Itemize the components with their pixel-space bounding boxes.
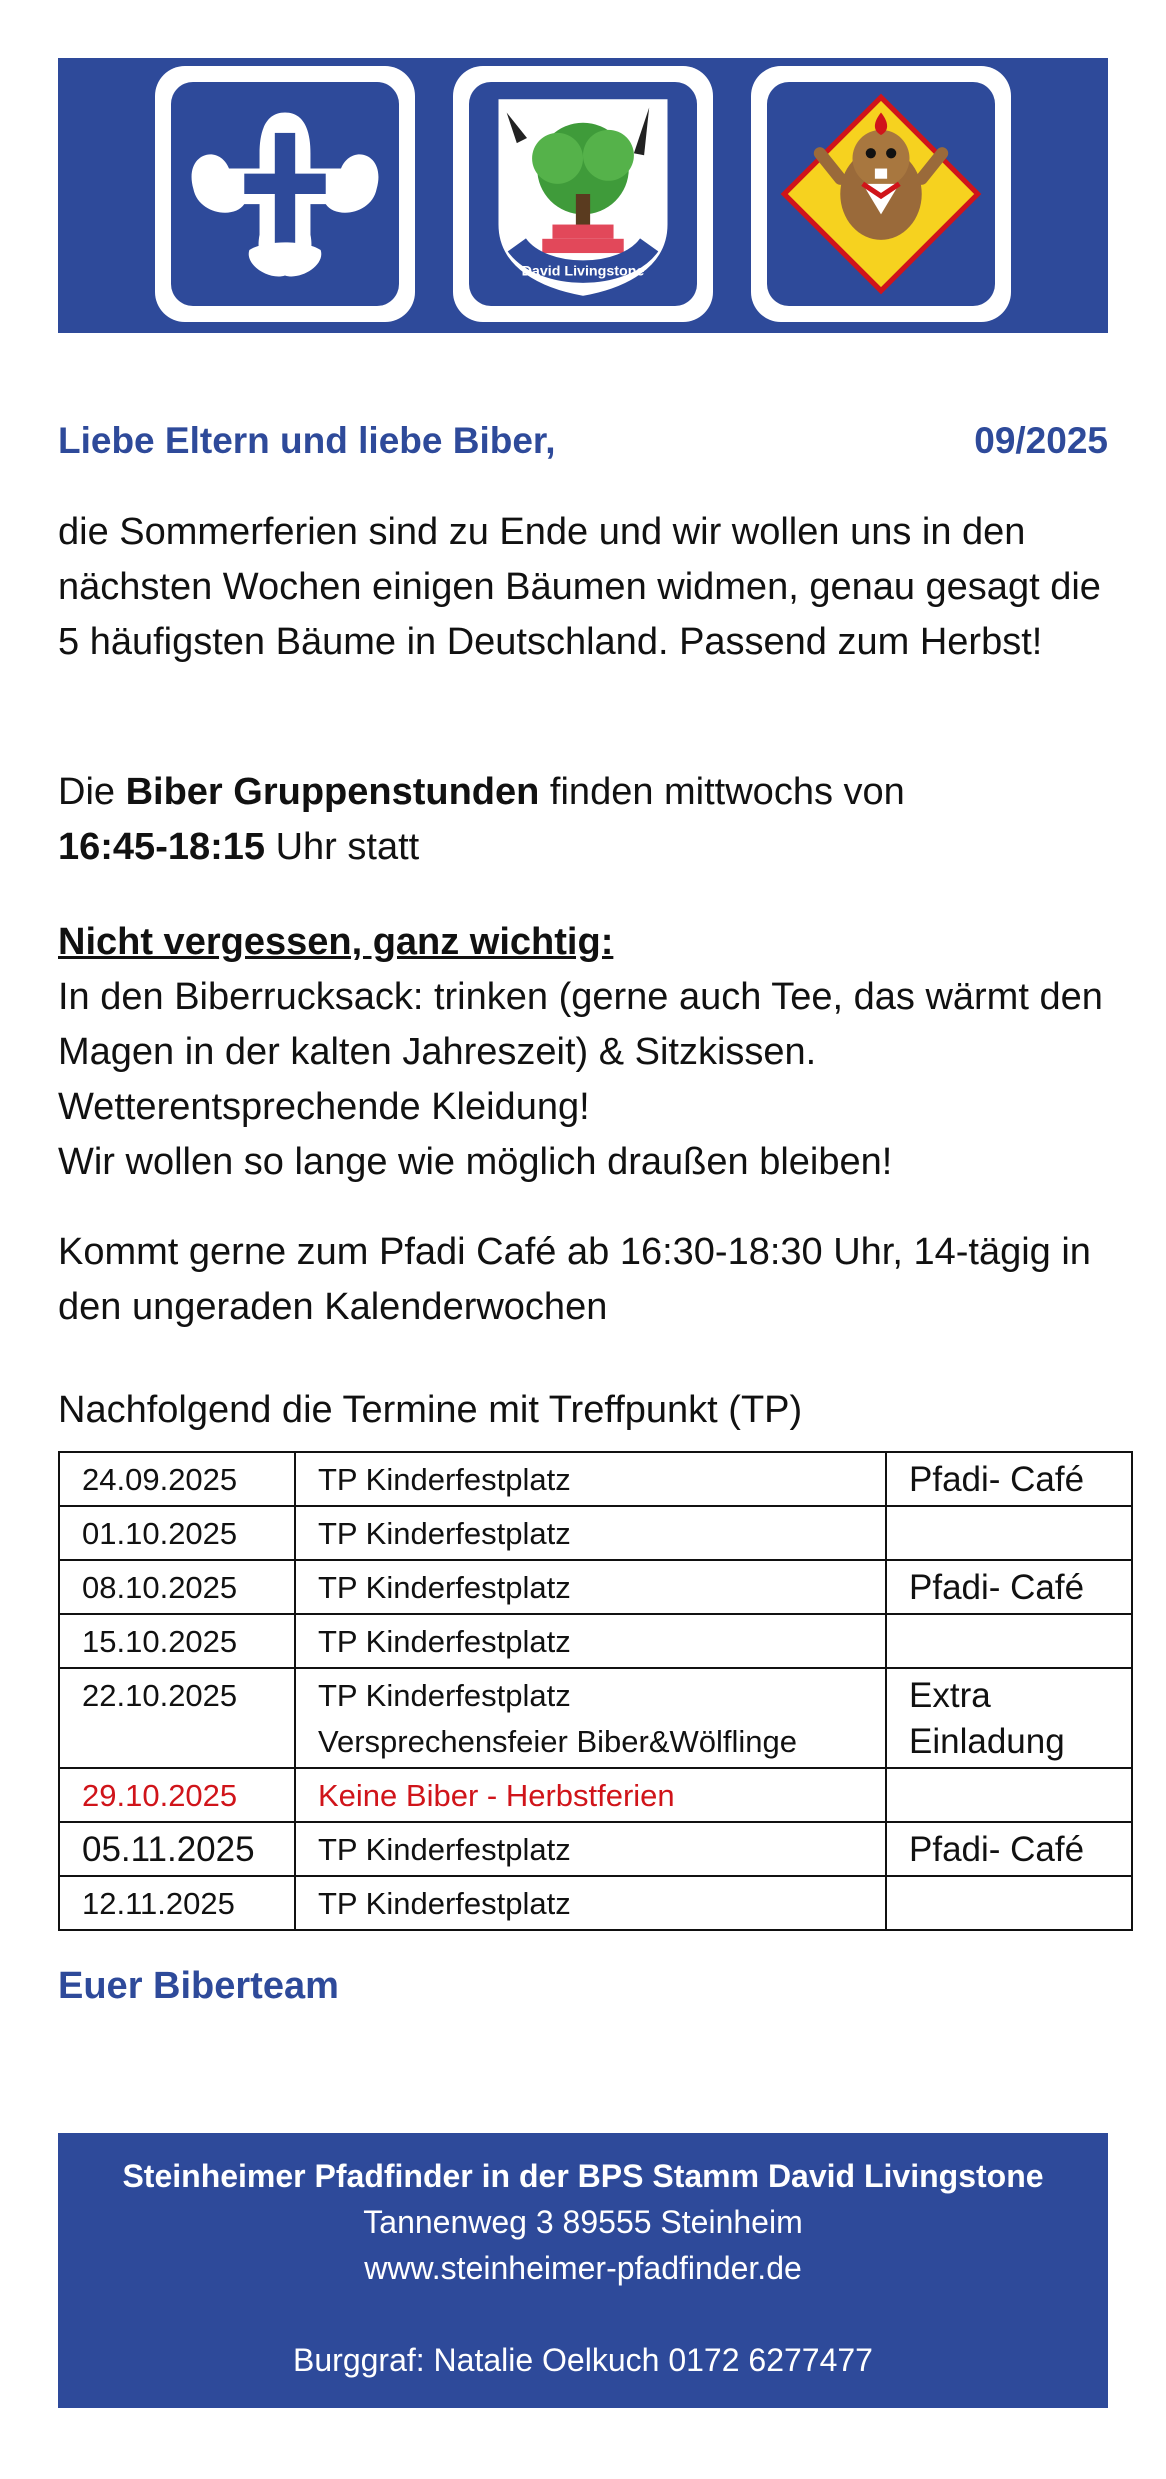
footer-banner [58, 2133, 1108, 2408]
date-cell: 01.10.2025 [59, 1506, 295, 1560]
reminder-line-2: Wetterentsprechende Kleidung! [58, 1086, 590, 1128]
group-prefix: Die [58, 771, 126, 813]
footer-website[interactable]: www.steinheimer-pfadfinder.de [364, 2250, 802, 2286]
reminder-paragraph [58, 915, 1118, 1190]
letter-date: 09/2025 [974, 420, 1108, 461]
table-row [59, 1876, 1132, 1930]
tree-crest-icon [469, 82, 697, 306]
schedule-table [58, 1451, 1133, 1931]
table-row [59, 1452, 1132, 1506]
note-cell [886, 1876, 1132, 1930]
date-cell: 29.10.2025 [59, 1768, 295, 1822]
schedule-intro: Nachfolgend die Termine mit Treffpunkt (TP) [58, 1389, 803, 1431]
place-cell: TP Kinderfestplatz [295, 1614, 886, 1668]
svg-text:David Livingstone: David Livingstone [521, 263, 645, 280]
note-cell: Pfadi- Café [886, 1822, 1132, 1876]
date-cell: 08.10.2025 [59, 1560, 295, 1614]
stamm-crest-logo [453, 66, 713, 322]
group-hours-paragraph [58, 765, 1118, 875]
group-mid: finden mittwochs von [539, 771, 905, 813]
place-cell: TP Kinderfestplatz [295, 1452, 886, 1506]
note-cell [886, 1506, 1132, 1560]
reminder-title: Nicht vergessen, ganz wichtig: [58, 921, 614, 963]
header-banner [58, 58, 1108, 333]
place-line-1: TP Kinderfestplatz [318, 1678, 571, 1713]
date-cell: 05.11.2025 [59, 1822, 295, 1876]
note-cell: Pfadi- Café [886, 1452, 1132, 1506]
signoff: Euer Biberteam [58, 1965, 339, 2007]
date-cell: 15.10.2025 [59, 1614, 295, 1668]
note-cell [886, 1768, 1132, 1822]
place-cell [295, 1668, 886, 1768]
date-cell: 24.09.2025 [59, 1452, 295, 1506]
table-row [59, 1668, 1132, 1768]
date-cell: 12.11.2025 [59, 1876, 295, 1930]
group-time: 16:45-18:15 [58, 826, 266, 868]
place-cell: TP Kinderfestplatz [295, 1822, 886, 1876]
greeting: Liebe Eltern und liebe Biber, [58, 420, 556, 461]
date-cell: 22.10.2025 [59, 1668, 295, 1768]
note-cell: Extra Einladung [886, 1668, 1132, 1768]
note-cell: Pfadi- Café [886, 1560, 1132, 1614]
place-cell: TP Kinderfestplatz [295, 1506, 886, 1560]
table-row [59, 1822, 1132, 1876]
cafe-paragraph: Kommt gerne zum Pfadi Café ab 16:30-18:30 Uhr, 14-tägig in den ungeraden Kalenderwochen [58, 1231, 1091, 1328]
reminder-line-1: In den Biberrucksack: trinken (gerne auch Tee, das wärmt den Magen in der kalten Jahreszeit) & Sitzkissen. [58, 976, 1103, 1073]
table-row [59, 1614, 1132, 1668]
beaver-badge-logo [751, 66, 1011, 322]
place-cell: TP Kinderfestplatz [295, 1560, 886, 1614]
place-cell: TP Kinderfestplatz [295, 1876, 886, 1930]
group-suffix: Uhr statt [265, 826, 420, 868]
intro-paragraph: die Sommerferien sind zu Ende und wir wollen uns in den nächsten Wochen einigen Bäumen widmen, genau gesagt die 5 häufigsten Bäume in Deutschland. Passend zum Herbst! [58, 511, 1101, 663]
footer-org: Steinheimer Pfadfinder in der BPS Stamm David Livingstone [122, 2158, 1044, 2194]
note-cell [886, 1614, 1132, 1668]
group-title: Biber Gruppenstunden [125, 771, 540, 813]
place-line-2: Versprechensfeier Biber&Wölflinge [318, 1724, 798, 1759]
place-cell: Keine Biber - Herbstferien [295, 1768, 886, 1822]
beaver-diamond-icon [767, 82, 995, 306]
lily-cross-logo [155, 66, 415, 322]
reminder-line-3: Wir wollen so lange wie möglich draußen bleiben! [58, 1141, 893, 1183]
footer-address: Tannenweg 3 89555 Steinheim [363, 2204, 803, 2240]
fleur-de-lis-cross-icon [171, 82, 399, 306]
table-row [59, 1506, 1132, 1560]
table-row-holiday [59, 1768, 1132, 1822]
table-row [59, 1560, 1132, 1614]
footer-contact: Burggraf: Natalie Oelkuch 0172 6277477 [293, 2342, 873, 2378]
